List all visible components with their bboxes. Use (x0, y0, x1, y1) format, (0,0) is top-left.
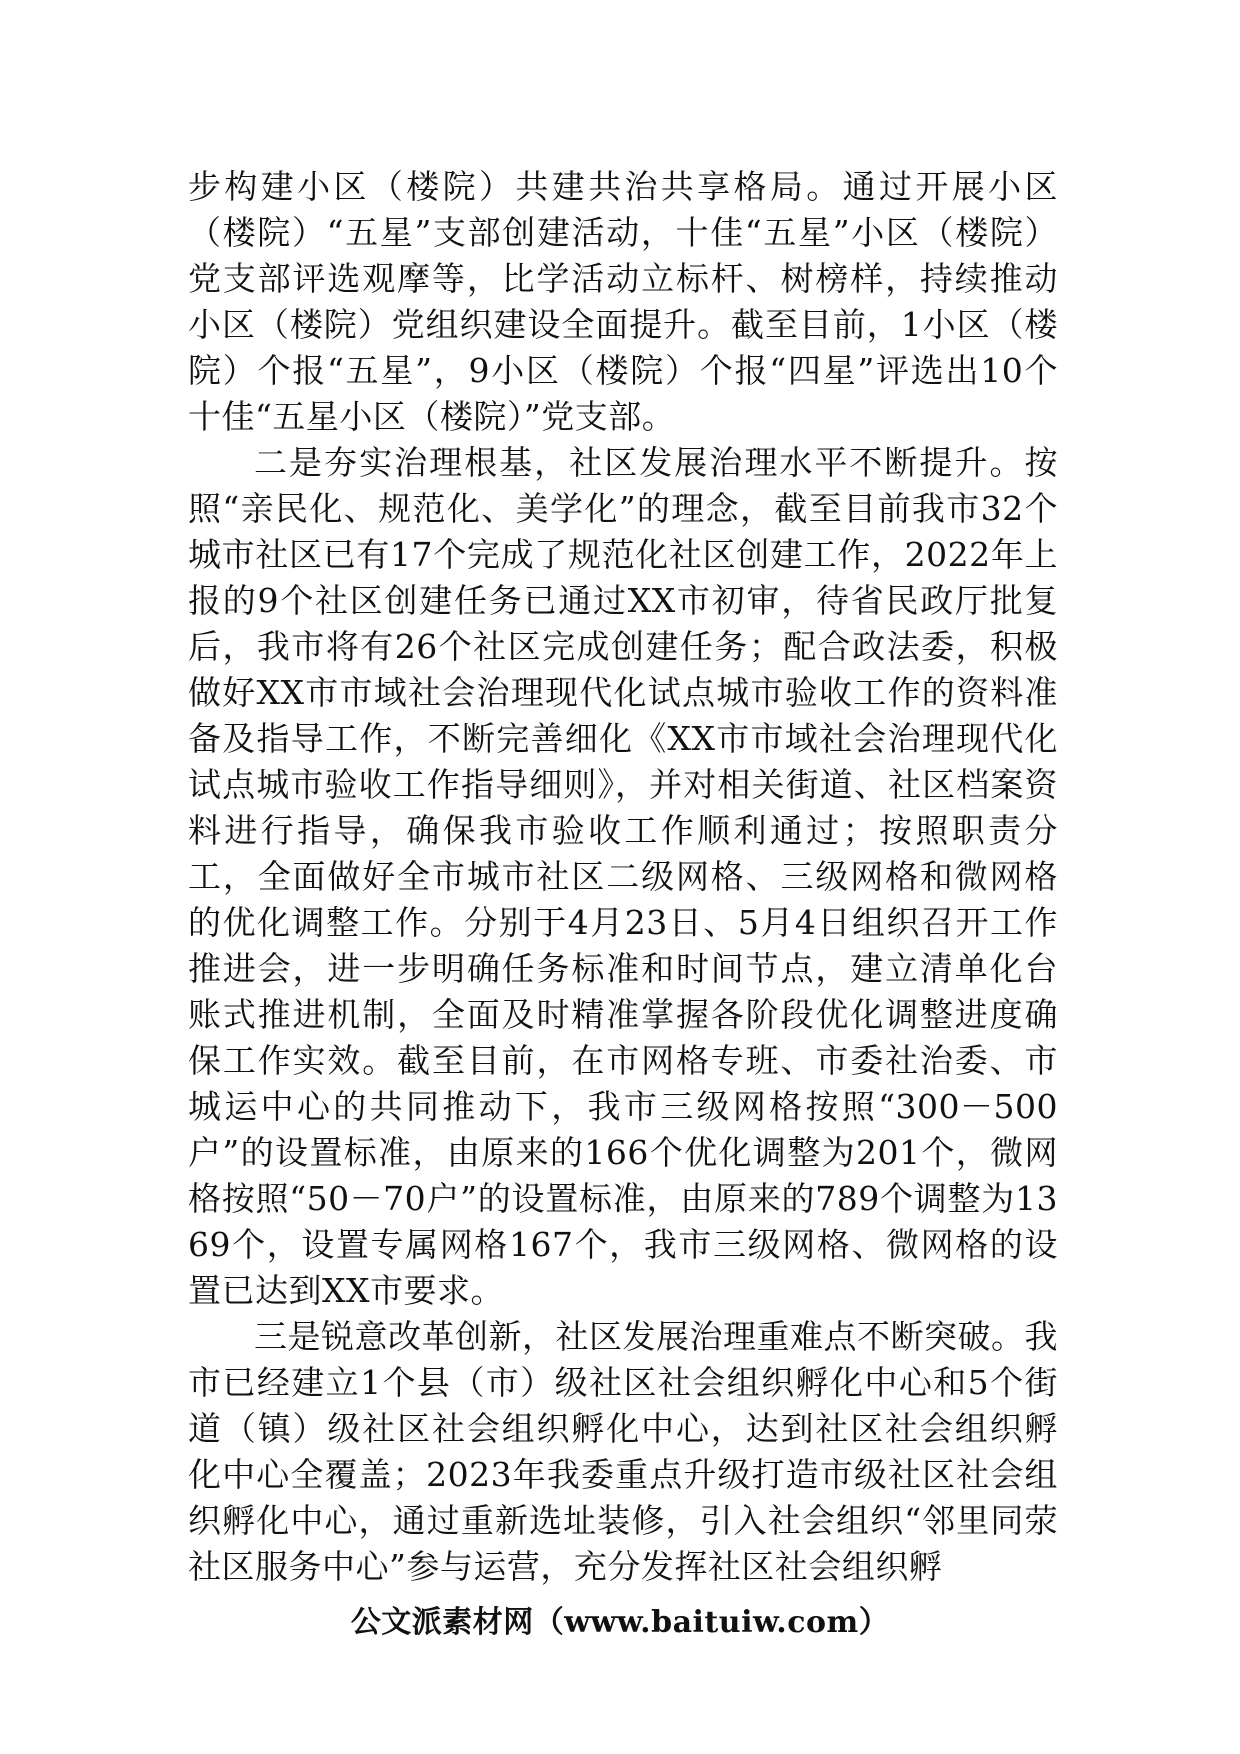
paragraph-2: 二是夯实治理根基，社区发展治理水平不断提升。按照“亲民化、规范化、美学化”的理念，截至目前我市32个城市社区已有17个完成了规范化社区创建工作，2022年上报的9个社区创建任务已通过XX市初审，待省民政厅批复后，我市将有26个社区完成创建任务；配合政法委，积极做好XX市市域社会治理现代化试点城市验收工作的资料准备及指导工作，不断完善细化《XX市市域社会治理现代化试点城市验收工作指导细则》，并对相关街道、社区档案资料进行指导，确保我市验收工作顺利通过；按照职责分工，全面做好全市城市社区二级网格、三级网格和微网格的优化调整工作。分别于4月23日、5月4日组织召开工作推进会，进一步明确任务标准和时间节点，建立清单化台账式推进机制，全面及时精准掌握各阶段优化调整进度确保工作实效。截至目前，在市网格专班、市委社治委、市城运中心的共同推动下，我市三级网格按照“300－500户”的设置标准，由原来的166个优化调整为201个，微网格按照“50－70户”的设置标准，由原来的789个调整为1369个，设置专属网格167个，我市三级网格、微网格的设置已达到XX市要求。 (188, 443, 1058, 1310)
paragraph-1: 步构建小区（楼院）共建共治共享格局。通过开展小区（楼院）“五星”支部创建活动，十佳“五星”小区（楼院）党支部评选观摩等，比学活动立标杆、树榜样，持续推动小区（楼院）党组织建设全面提升。截至目前，1小区（楼院）个报“五星”，9小区（楼院）个报“四星”评选出10个十佳“五星小区（楼院）”党支部。 (188, 167, 1058, 436)
footer-watermark-text: 公文派素材网（www.baituiw.com） (350, 1605, 890, 1640)
paragraph-3: 三是锐意改革创新，社区发展治理重难点不断突破。我市已经建立1个县（市）级社区社会组织孵化中心和5个街道（镇）级社区社会组织孵化中心，达到社区社会组织孵化中心全覆盖；2023年我委重点升级打造市级社区社会组织孵化中心，通过重新选址装修，引入社会组织“邻里同荥社区服务中心”参与运营，充分发挥社区社会组织孵 (188, 1317, 1058, 1586)
document-body (188, 164, 1058, 1590)
